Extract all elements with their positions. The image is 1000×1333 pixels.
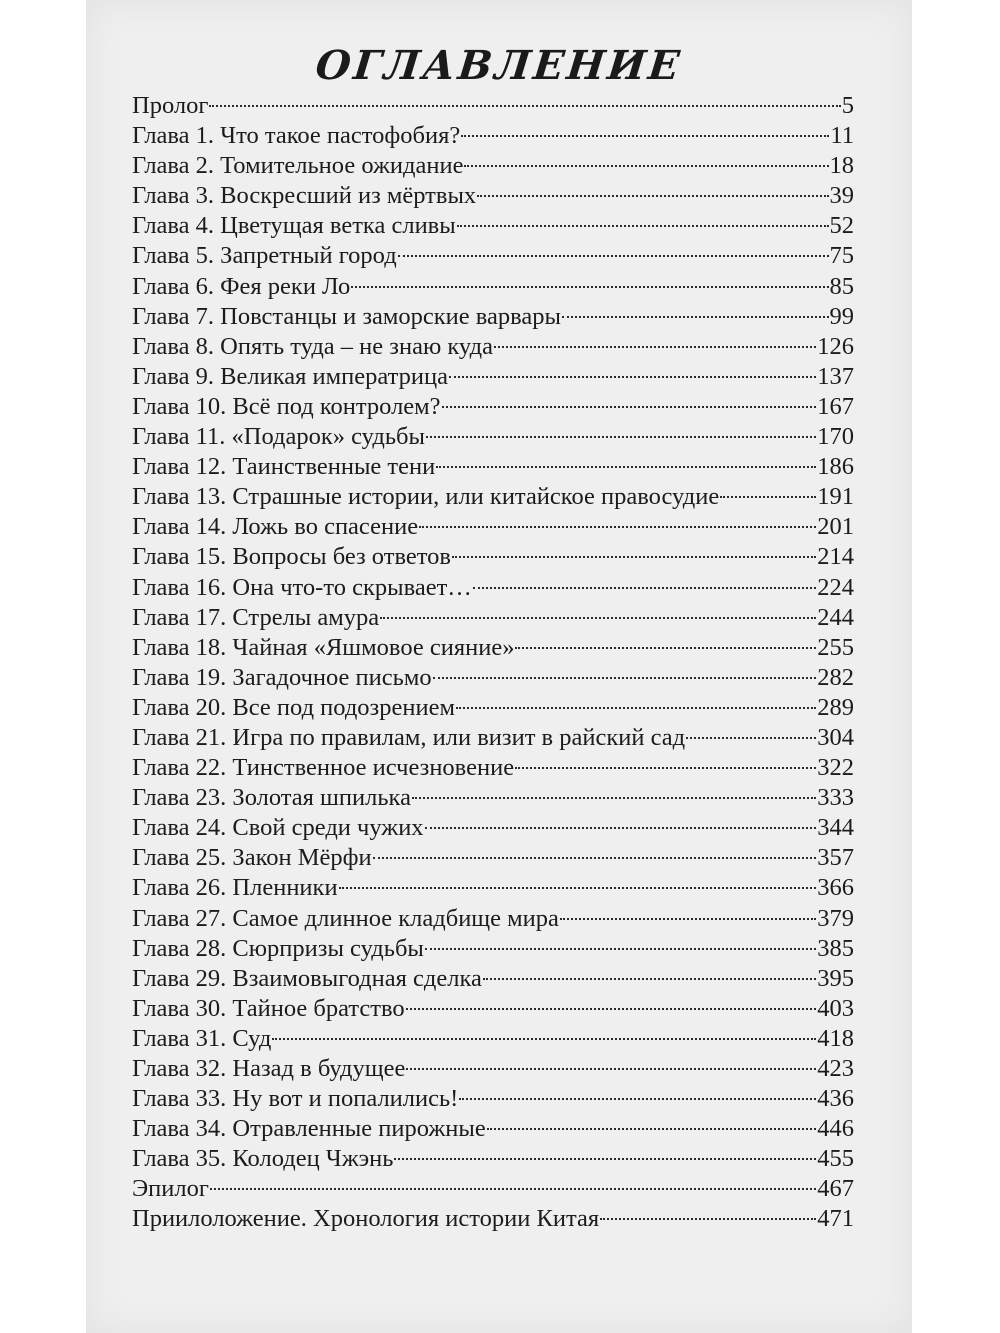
toc-entry-title: Глава 32. Назад в будущее [132, 1055, 406, 1082]
dot-leader [373, 857, 817, 859]
toc-entry-page-number: 385 [817, 934, 854, 962]
toc-entry [132, 724, 854, 754]
toc-entry [132, 1025, 854, 1055]
toc-entry [132, 935, 854, 965]
toc-entry-page-number: 289 [817, 693, 854, 721]
toc-entry [132, 303, 854, 333]
dot-leader [425, 948, 816, 950]
toc-entry-title: Эпилог [132, 1175, 209, 1203]
toc-entry-page-number: 186 [817, 453, 854, 481]
dot-leader [272, 1038, 816, 1040]
toc-entry-page-number: 471 [817, 1205, 854, 1233]
toc-entry [132, 393, 854, 423]
dot-leader [494, 346, 816, 348]
toc-entry-page-number: 379 [817, 904, 854, 932]
toc-entry [132, 1085, 854, 1115]
toc-entry-title: Глава 12. Таинственные тени [132, 453, 436, 481]
toc-entry [132, 363, 854, 393]
dot-leader [210, 1188, 816, 1190]
dot-leader [380, 617, 816, 619]
dot-leader [483, 978, 816, 980]
toc-entry [132, 1055, 854, 1085]
toc-entry-page-number: 436 [817, 1085, 854, 1113]
dot-leader [436, 466, 816, 468]
toc-entry-title: Глава 11. «Подарок» судьбы [132, 423, 425, 451]
toc-entry-title: Глава 31. Суд [132, 1024, 272, 1052]
toc-entry-page-number: 366 [817, 874, 854, 902]
toc-entry-page-number: 395 [817, 964, 854, 992]
dot-leader [562, 316, 829, 318]
toc-entry-title: Глава 14. Ложь во спасение [132, 513, 419, 541]
dot-leader [600, 1218, 816, 1220]
toc-entry-title: Глава 26. Пленники [132, 874, 338, 902]
toc-entry [132, 513, 854, 543]
toc-entry-page-number: 403 [817, 994, 854, 1022]
toc-entry-title: Глава 3. Воскресший из мёртвых [132, 182, 477, 210]
toc-entry-page-number: 304 [817, 723, 854, 751]
toc-entry-page-number: 201 [817, 513, 854, 541]
toc-entry [132, 1115, 854, 1145]
toc-entry [132, 694, 854, 724]
toc-entry-title: Глава 29. Взаимовыгодная сделка [132, 964, 482, 992]
toc-entry-title: Глава 13. Страшные истории, или китайское правосудие [132, 483, 720, 511]
toc-entry-title: Глава 17. Стрелы амура [132, 603, 380, 631]
toc-entry-page-number: 137 [817, 362, 854, 390]
toc-entry-page-number: 191 [817, 483, 854, 511]
toc-entry-page-number: 282 [817, 663, 854, 691]
toc-entry [132, 1205, 854, 1235]
toc-entry [132, 453, 854, 483]
dot-leader [449, 376, 816, 378]
toc-entry-page-number: 244 [817, 603, 854, 631]
toc-entry-title: Глава 30. Тайное братство [132, 994, 405, 1022]
dot-leader [339, 887, 817, 889]
toc-entry-title: Глава 8. Опять туда – не знаю куда [132, 332, 493, 360]
toc-entry [132, 1175, 854, 1205]
toc-entry [132, 634, 854, 664]
toc-entry-title: Глава 21. Игра по правилам, или визит в райский сад [132, 723, 686, 751]
toc-entry [132, 1145, 854, 1175]
toc-entry [132, 543, 854, 573]
toc-entry-title: Глава 28. Сюрпризы судьбы [132, 934, 424, 962]
toc-entry-title: Глава 20. Все под подозрением [132, 693, 455, 721]
dot-leader [419, 526, 816, 528]
dot-leader [406, 1068, 816, 1070]
toc-entry [132, 754, 854, 784]
toc-entry [132, 242, 854, 272]
toc-entry-page-number: 423 [817, 1055, 854, 1082]
toc-entry-title: Глава 9. Великая императрица [132, 362, 448, 390]
dot-leader [457, 225, 829, 227]
toc-entry [132, 423, 854, 453]
dot-leader [720, 496, 816, 498]
toc-entry-page-number: 214 [817, 543, 854, 571]
dot-leader [398, 255, 829, 257]
toc-entry-title: Глава 6. Фея реки Ло [132, 272, 351, 300]
toc-entry [132, 604, 854, 634]
toc-entry-title: Глава 24. Свой среди чужих [132, 814, 424, 842]
toc-entry-page-number: 75 [829, 242, 854, 270]
toc-entry-page-number: 5 [841, 92, 854, 119]
toc-entry-page-number: 255 [817, 633, 854, 661]
toc-entry-title: Глава 33. Ну вот и попалились! [132, 1085, 459, 1113]
dot-leader [515, 647, 816, 649]
toc-entry-title: Глава 4. Цветущая ветка сливы [132, 212, 456, 240]
toc-entry-page-number: 467 [817, 1175, 854, 1203]
toc-entry-title: Глава 2. Томительное ожидание [132, 152, 464, 180]
toc-entry-title: Глава 5. Запретный город [132, 242, 397, 270]
toc-entry-page-number: 418 [817, 1024, 854, 1052]
toc-entry [132, 874, 854, 904]
toc-entry [132, 122, 854, 152]
dot-leader [426, 436, 816, 438]
toc-entry [132, 92, 854, 122]
toc-entry-title: Глава 25. Закон Мёрфи [132, 844, 372, 872]
dot-leader [487, 1128, 816, 1130]
toc-entry-title: Приилоложение. Хронология истории Китая [132, 1205, 600, 1233]
toc-entry [132, 664, 854, 694]
toc-entry-title: Глава 19. Загадочное письмо [132, 663, 432, 691]
toc-entry-title: Глава 16. Она что-то скрывает… [132, 573, 472, 601]
dot-leader [452, 556, 816, 558]
toc-entry [132, 965, 854, 995]
toc-entry-page-number: 18 [829, 152, 854, 180]
toc-entry [132, 333, 854, 363]
dot-leader [515, 767, 816, 769]
dot-leader [456, 707, 816, 709]
dot-leader [351, 286, 828, 288]
toc-entry [132, 273, 854, 303]
dot-leader [425, 827, 817, 829]
dot-leader [406, 1008, 817, 1010]
dot-leader [477, 195, 828, 197]
toc-entry-title: Глава 15. Вопросы без ответов [132, 543, 451, 571]
toc-entry-title: Глава 7. Повстанцы и заморские варвары [132, 302, 561, 330]
dot-leader [461, 135, 829, 137]
toc-entry-page-number: 39 [829, 182, 854, 210]
toc-entry-page-number: 333 [817, 784, 854, 812]
toc-entry-title: Глава 1. Что такое пастофобия? [132, 122, 461, 150]
toc-entry [132, 905, 854, 935]
dot-leader [464, 165, 828, 167]
toc-entry-page-number: 170 [817, 423, 854, 451]
toc-entry [132, 814, 854, 844]
dot-leader [209, 105, 840, 107]
toc-entry-title: Глава 34. Отравленные пирожные [132, 1115, 486, 1143]
toc-entry-title: Глава 35. Колодец Чжэнь [132, 1145, 394, 1173]
toc-entry [132, 995, 854, 1025]
dot-leader [442, 406, 817, 408]
toc-entry-page-number: 85 [829, 272, 854, 300]
toc-entry-title: Глава 10. Всё под контролем? [132, 392, 441, 420]
toc-entry [132, 483, 854, 513]
toc-entry-title: Глава 18. Чайная «Яшмовое сияние» [132, 633, 515, 661]
toc-entry-title: Пролог [132, 92, 209, 119]
dot-leader [412, 797, 816, 799]
toc-entry [132, 844, 854, 874]
dot-leader [459, 1098, 816, 1100]
dot-leader [433, 677, 817, 679]
toc-entry [132, 152, 854, 182]
toc-entry-page-number: 322 [817, 754, 854, 782]
toc-entry-title: Глава 27. Самое длинное кладбище мира [132, 904, 559, 932]
dot-leader [473, 587, 816, 589]
dot-leader [686, 737, 816, 739]
toc-entry-page-number: 99 [829, 302, 854, 330]
toc-entry-page-number: 344 [817, 814, 854, 842]
toc-entry-page-number: 446 [817, 1115, 854, 1143]
toc-entry-page-number: 52 [829, 212, 854, 240]
toc-entry [132, 574, 854, 604]
toc-entry-title: Глава 22. Тинственное исчезновение [132, 754, 515, 782]
dot-leader [394, 1158, 816, 1160]
toc-entry [132, 784, 854, 814]
toc-entry [132, 212, 854, 242]
page-title: ОГЛАВЛЕНИЕ [313, 42, 685, 89]
toc-entry-page-number: 224 [817, 573, 854, 601]
toc-entry-page-number: 11 [830, 122, 854, 150]
toc-entry-page-number: 357 [817, 844, 854, 872]
toc-entry-page-number: 455 [817, 1145, 854, 1173]
dot-leader [560, 918, 816, 920]
table-of-contents [132, 92, 854, 1236]
toc-entry-page-number: 126 [817, 332, 854, 360]
toc-entry [132, 182, 854, 212]
toc-entry-title: Глава 23. Золотая шпилька [132, 784, 411, 812]
toc-entry-page-number: 167 [817, 392, 854, 420]
